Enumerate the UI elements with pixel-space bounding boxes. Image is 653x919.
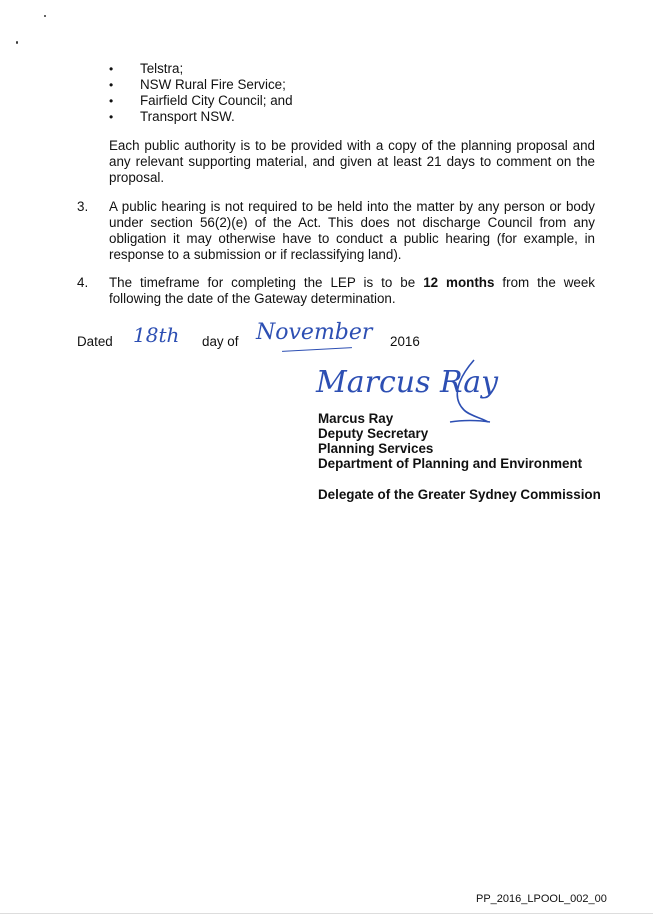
timeframe-bold: 12 months <box>423 275 495 290</box>
list-item <box>109 77 409 93</box>
bullet-symbol: • <box>109 78 114 92</box>
month-underline-stroke <box>282 347 352 352</box>
item-number: 3. <box>77 199 89 214</box>
item-4-text-before: The timeframe for completing the LEP is to be <box>109 275 424 290</box>
day-of-label: day of <box>202 334 239 349</box>
list-item <box>109 61 409 77</box>
handwritten-month: November <box>256 320 373 345</box>
public-authority-paragraph: Each public authority is to be provided with a copy of the planning proposal and any relevant supporting material, and given at least 21 days to comment on the proposal. <box>109 138 595 185</box>
dated-year: 2016 <box>390 334 420 349</box>
item-4-paragraph <box>109 275 595 307</box>
dated-label: Dated <box>77 334 113 349</box>
list-item <box>109 109 409 125</box>
signatory-name: Marcus Ray <box>318 411 394 426</box>
list-item-text: Transport NSW. <box>140 109 235 124</box>
list-item-text: Telstra; <box>140 61 184 76</box>
item-3-paragraph: A public hearing is not required to be held into the matter by any person or body under section 56(2)(e) of the Act. This does not discharge Council from any obligation it may otherwise have to conduct a public hearing (for example, in response to a submission or if reclassifying land). <box>109 199 595 262</box>
list-item-text: NSW Rural Fire Service; <box>140 77 286 92</box>
footer-code: PP_2016_LPOOL_002_00 <box>476 893 607 905</box>
list-item <box>109 93 409 109</box>
page-bottom-edge <box>0 913 653 914</box>
scan-speck <box>16 41 18 44</box>
scan-speck <box>44 15 46 17</box>
public-authorities-list <box>109 61 409 125</box>
signatory-title: Deputy Secretary <box>318 426 429 441</box>
bullet-symbol: • <box>109 110 114 124</box>
bullet-symbol: • <box>109 62 114 76</box>
delegate-line: Delegate of the Greater Sydney Commission <box>318 487 601 502</box>
item-number: 4. <box>77 275 89 290</box>
signatory-department: Department of Planning and Environment <box>318 456 583 471</box>
handwritten-day: 18th <box>133 323 180 347</box>
item-4-text-after: from the week following the date of the Gateway determination. <box>109 275 596 306</box>
list-item-text: Fairfield City Council; and <box>140 93 293 108</box>
signatory-block <box>318 411 582 471</box>
signature-image: Marcus Ray <box>316 365 499 400</box>
signatory-division: Planning Services <box>318 441 434 456</box>
bullet-symbol: • <box>109 94 114 108</box>
